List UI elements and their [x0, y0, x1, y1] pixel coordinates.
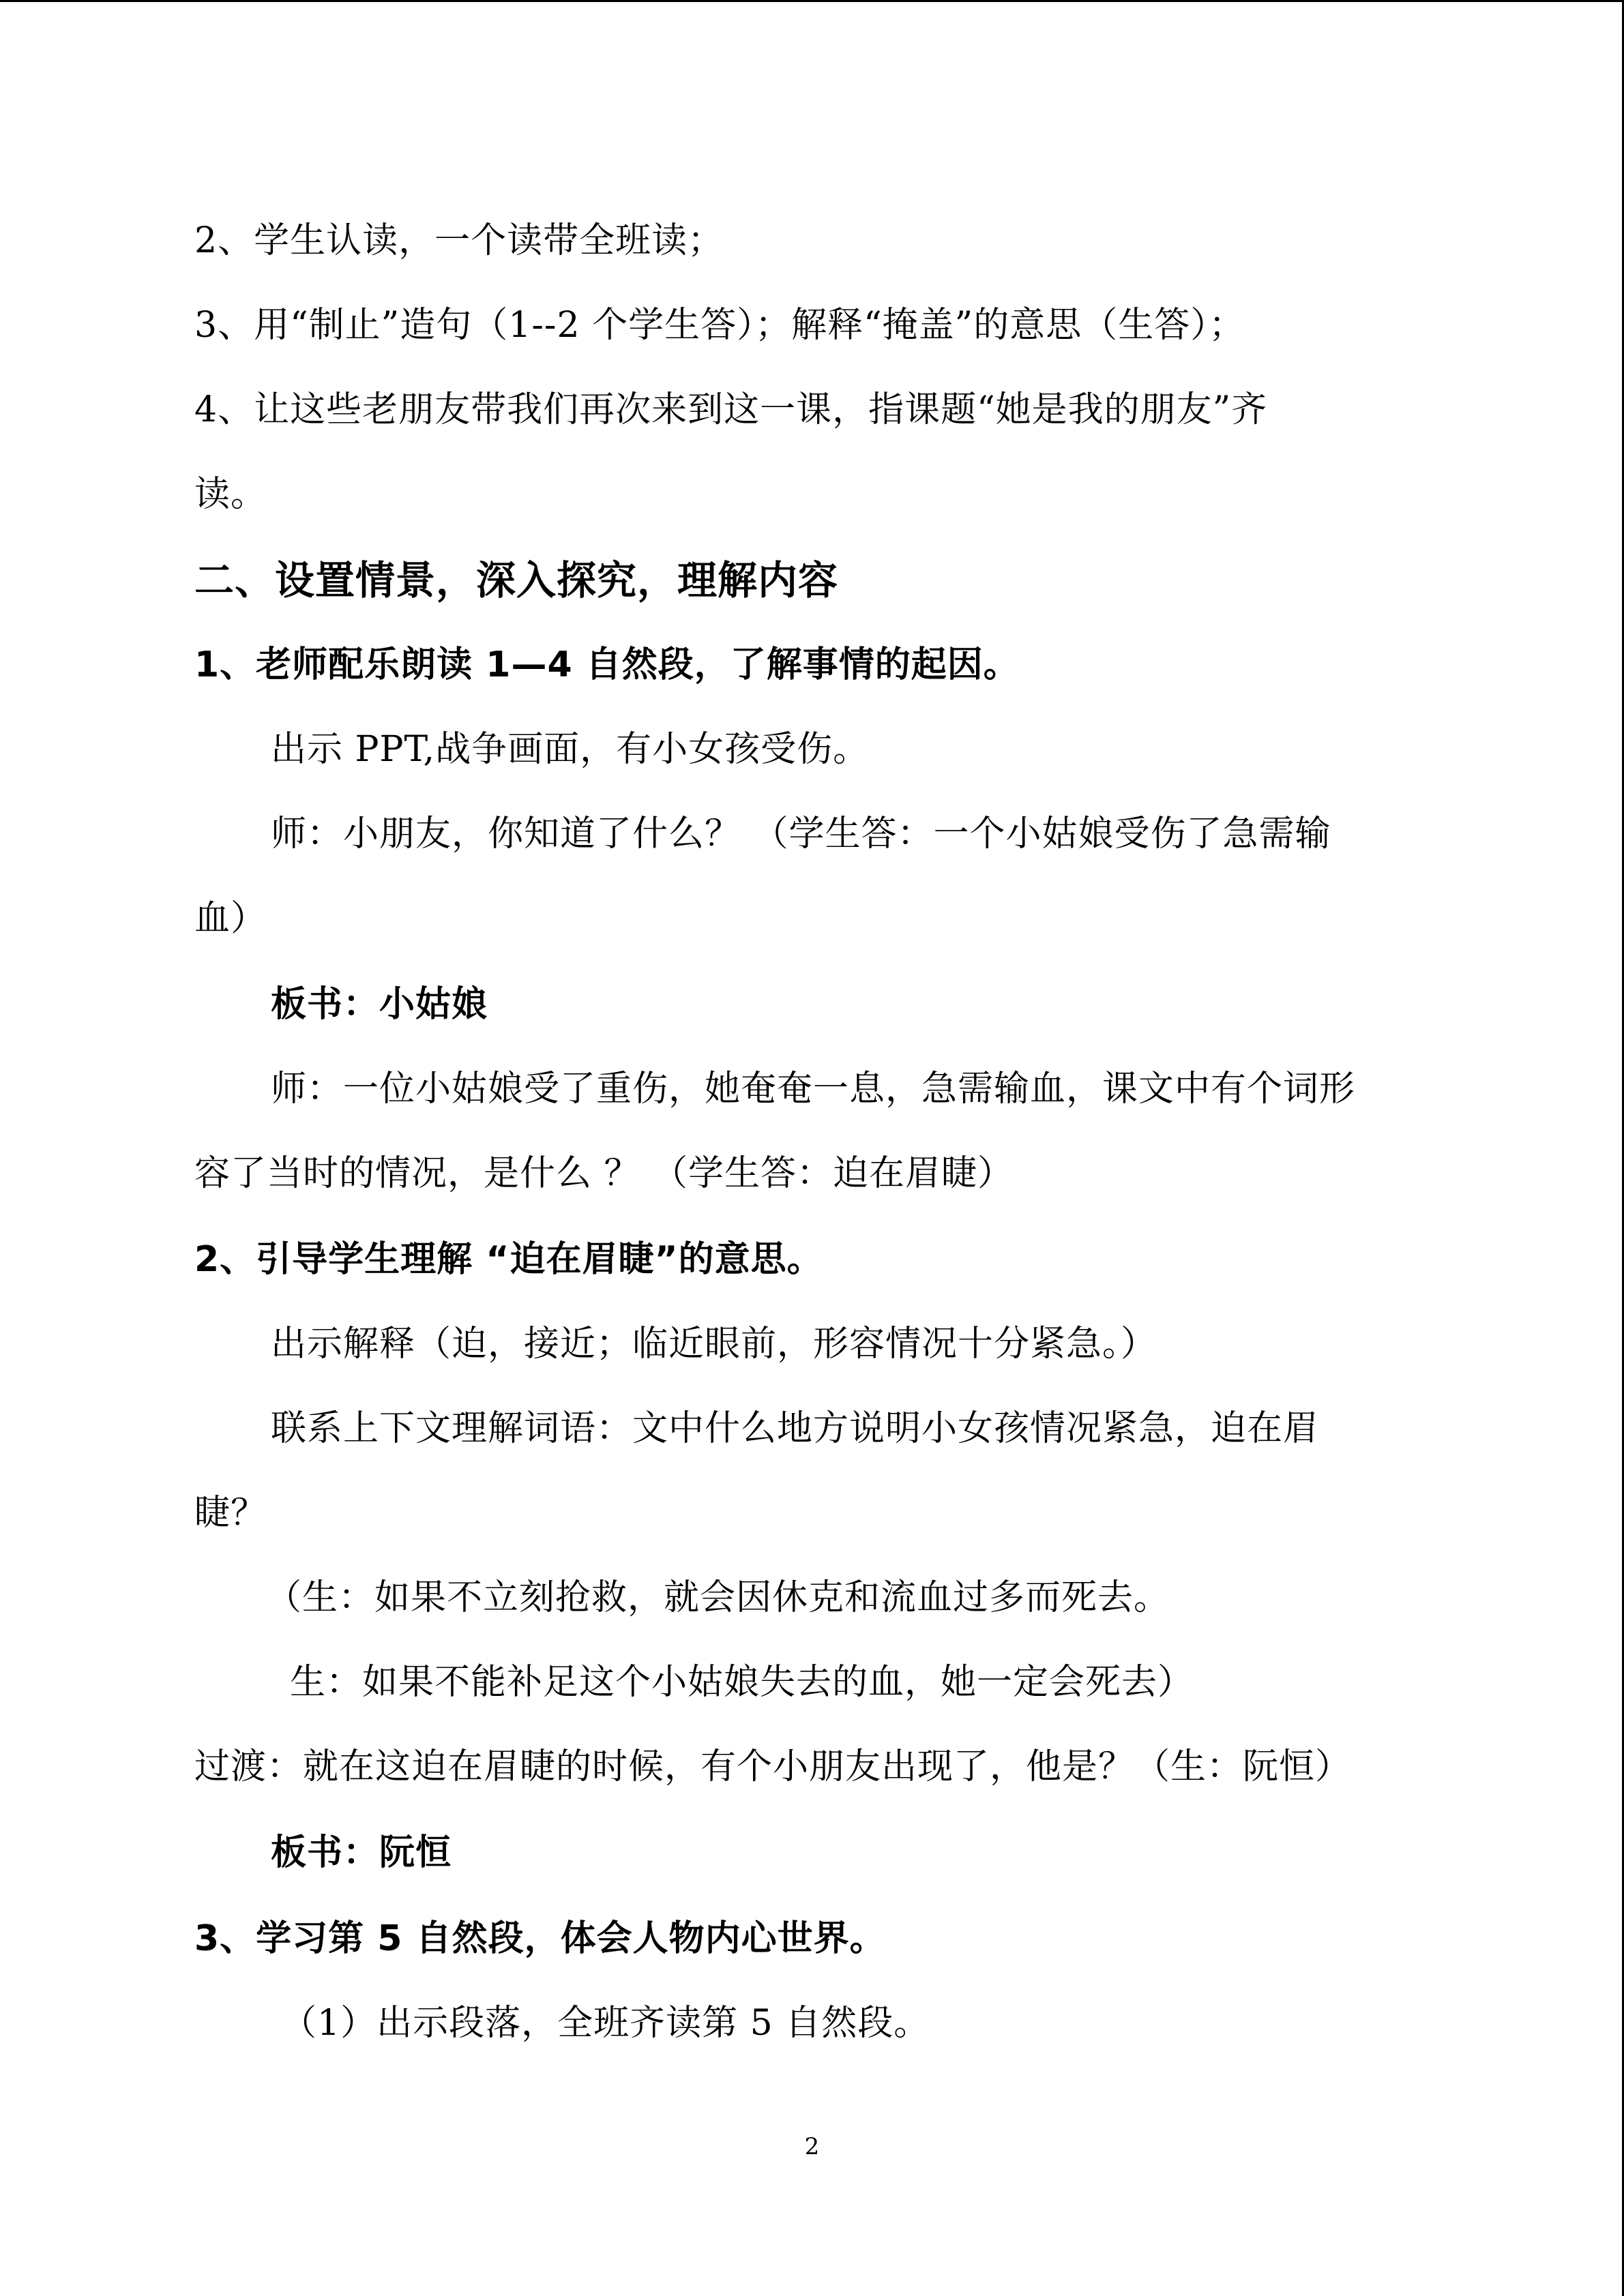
- subheading-1: 1、老师配乐朗读 1—4 自然段，了解事情的起因。: [194, 644, 1020, 685]
- subheading-2: 2、引导学生理解 “迫在眉睫”的意思。: [194, 1239, 823, 1280]
- text-line-teacher-1-cont: 血）: [194, 898, 267, 939]
- text-line-context-cont: 睫？: [194, 1493, 267, 1534]
- section-heading: 二、设置情景，深入探究，理解内容: [194, 557, 839, 603]
- text-line-transition: 过渡：就在这迫在眉睫的时候，有个小朋友出现了，他是？（生：阮恒）: [194, 1746, 1352, 1787]
- text-line-student-2: 生：如果不能补足这个小姑娘失去的血，她一定会死去）: [290, 1662, 1194, 1703]
- text-line-4: 读。: [194, 474, 267, 515]
- text-line-context: 联系上下文理解词语：文中什么地方说明小女孩情况紧急，迫在眉: [271, 1408, 1320, 1449]
- text-line-3: 4、让这些老朋友带我们再次来到这一课，指课题“她是我的朋友”齐: [194, 389, 1268, 430]
- text-line-teacher-2-cont: 容了当时的情况，是什么 ？ （学生答：迫在眉睫）: [194, 1153, 1014, 1194]
- text-line-student-1: （生：如果不立刻抢救，就会因休克和流血过多而死去。: [266, 1577, 1170, 1618]
- page-border-top: [0, 0, 1624, 2]
- page-number: 2: [804, 2133, 820, 2160]
- text-line-teacher-2: 师：一位小姑娘受了重伤，她奄奄一息，急需输血，课文中有个词形: [271, 1069, 1356, 1109]
- text-line-ppt: 出示 PPT,战争画面，有小女孩受伤。: [271, 729, 870, 770]
- text-line-2: 3、用“制止”造句（1--2 个学生答）；解释“掩盖”的意思（生答）；: [194, 305, 1245, 346]
- subheading-3: 3、学习第 5 自然段，体会人物内心世界。: [194, 1918, 886, 1959]
- text-line-1: 2、学生认读，一个读带全班读；: [194, 220, 724, 261]
- text-line-step-1: （1）出示段落，全班齐读第 5 自然段。: [281, 2003, 930, 2044]
- text-line-teacher-1: 师：小朋友，你知道了什么？ （学生答：一个小姑娘受伤了急需输: [271, 814, 1331, 854]
- board-note-2: 板书：阮恒: [271, 1832, 452, 1873]
- text-line-explanation: 出示解释（迫，接近；临近眼前，形容情况十分紧急。）: [271, 1324, 1157, 1365]
- board-note-1: 板书：小姑娘: [271, 984, 488, 1025]
